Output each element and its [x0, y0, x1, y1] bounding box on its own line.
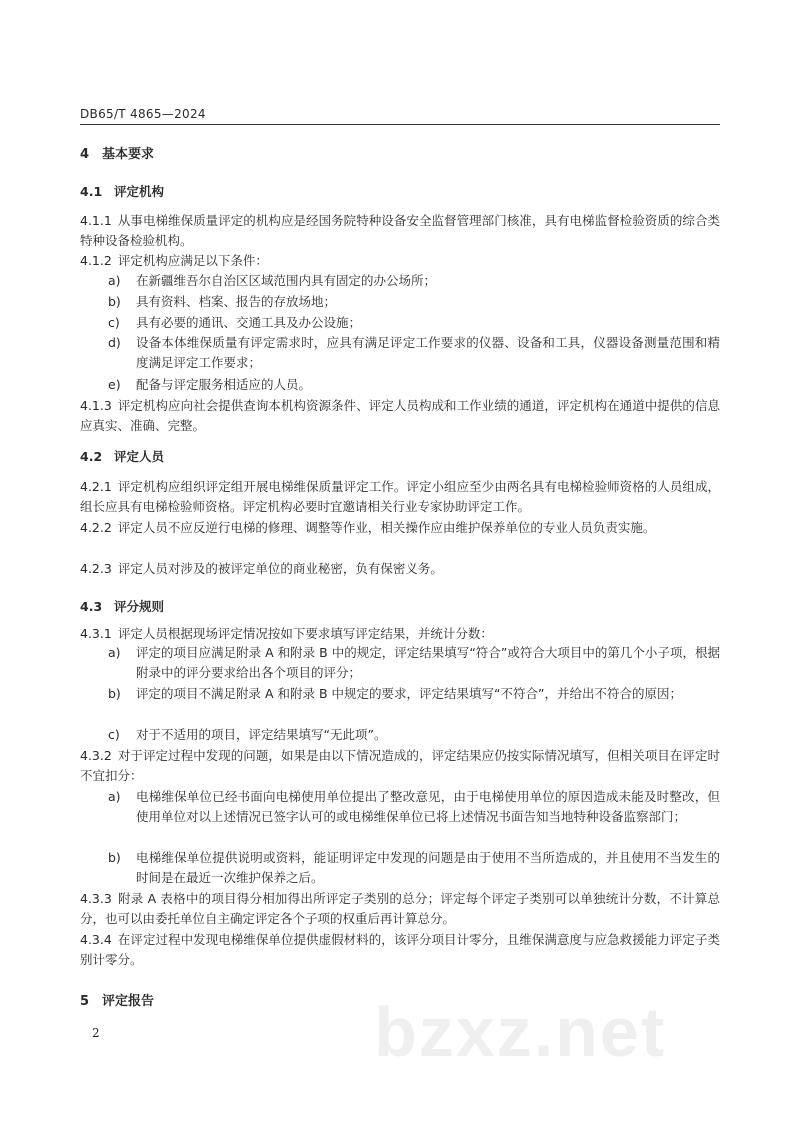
- list-label: b): [108, 294, 121, 309]
- list-item: [108, 848, 720, 888]
- clause-number: 4.3.4: [80, 932, 112, 947]
- section-title: 评定机构: [114, 184, 165, 199]
- clause-text: 从事电梯维保质量评定的机构应是经国务院特种设备安全监督管理部门核准，具有电梯监督检验资质的综合类特种设备检验机构。: [80, 213, 720, 248]
- clause-number: 4.3.1: [80, 626, 112, 641]
- list-label: c): [108, 315, 120, 330]
- clause-number: 4.1.3: [80, 398, 112, 413]
- clause-text: 评定机构应组织评定组开展电梯维保质量评定工作。评定小组应至少由两名具有电梯检验师资格的人员组成，组长应具有电梯检验师资格。评定机构必要时宜邀请相关行业专家协助评定工作。: [80, 479, 720, 514]
- clause-number: 4.1.1: [80, 213, 112, 228]
- list-item: [108, 725, 720, 745]
- section-number: 4.3: [80, 599, 103, 614]
- clause-number: 4.3.2: [80, 748, 112, 763]
- clause-text: 在评定过程中发现电梯维保单位提供虚假材料的，该评分项目计零分，且维保满意度与应急救援能力评定子类别计零分。: [80, 932, 720, 967]
- section-5-heading: [80, 990, 154, 1009]
- clause-4-1-3: [80, 396, 720, 436]
- clause-4-3-2: [80, 746, 720, 786]
- list-item: [108, 375, 720, 395]
- list-label: a): [108, 273, 121, 288]
- list-text: 配备与评定服务相适应的人员。: [136, 377, 312, 392]
- clause-4-1-2: [80, 251, 720, 271]
- section-title: 评定报告: [102, 994, 155, 1009]
- list-text: 对于不适用的项目，评定结果填写“无此项”。: [136, 727, 387, 742]
- list-label: b): [108, 686, 121, 701]
- list-item: [108, 333, 720, 373]
- list-label: a): [108, 645, 121, 660]
- clause-4-3-3: [80, 889, 720, 929]
- clause-text: 评定人员根据现场评定情况按如下要求填写评定结果，并统计分数：: [117, 626, 493, 641]
- list-text: 具有必要的通讯、交通工具及办公设施；: [136, 315, 362, 330]
- clause-4-2-1: [80, 477, 720, 517]
- clause-text: 评定人员对涉及的被评定单位的商业秘密，负有保密义务。: [117, 561, 443, 576]
- section-4-2-heading: [80, 447, 164, 465]
- header-rule: [80, 124, 720, 125]
- list-item: [108, 271, 720, 291]
- section-4-heading: [80, 143, 154, 162]
- clause-4-1-1: [80, 211, 720, 251]
- clause-number: 4.2.1: [80, 479, 112, 494]
- clause-text: 评定机构应满足以下条件：: [117, 253, 268, 268]
- list-label: d): [108, 335, 121, 350]
- list-text: 电梯维保单位已经书面向电梯使用单位提出了整改意见，由于电梯使用单位的原因造成未能及时整改，但使用单位对以上述情况已签字认可的或电梯维保单位已将上述情况书面告知当地特种设备监察部门；: [136, 789, 720, 824]
- clause-4-2-3: [80, 559, 720, 579]
- page-number: 2: [92, 1026, 100, 1040]
- list-text: 在新疆维吾尔自治区区域范围内具有固定的办公场所；: [136, 273, 437, 288]
- clause-text: 对于评定过程中发现的问题，如果是由以下情况造成的，评定结果应仍按实际情况填写，但相关项目在评定时不宜扣分：: [80, 748, 720, 783]
- list-text: 评定的项目应满足附录 A 和附录 B 中的规定，评定结果填写“符合”或符合大项目中的第几个小子项，根据附录中的评分要求给出各个项目的评分；: [136, 645, 720, 680]
- clause-number: 4.3.3: [80, 891, 112, 906]
- clause-number: 4.2.2: [80, 520, 112, 535]
- clause-4-3-1: [80, 624, 720, 644]
- section-number: 5: [80, 994, 90, 1009]
- watermark: bzxz.net: [374, 993, 667, 1071]
- list-text: 电梯维保单位提供说明或资料，能证明评定中发现的问题是由于使用不当所造成的，并且使用不当发生的时间是在最近一次维护保养之后。: [136, 850, 720, 885]
- clause-number: 4.1.2: [80, 253, 112, 268]
- list-item: [108, 684, 720, 704]
- clause-text: 评定人员不应反逆行电梯的修理、调整等作业，相关操作应由维护保养单位的专业人员负责实施。: [117, 520, 656, 535]
- clause-4-2-2: [80, 518, 720, 538]
- section-number: 4.2: [80, 449, 103, 464]
- section-4-3-heading: [80, 597, 164, 615]
- document-code: DB65/T 4865—2024: [80, 107, 206, 121]
- list-label: a): [108, 789, 121, 804]
- list-label: c): [108, 727, 120, 742]
- list-item: [108, 292, 720, 312]
- list-item: [108, 787, 720, 827]
- section-number: 4: [80, 147, 90, 162]
- section-title: 评定人员: [114, 449, 165, 464]
- section-number: 4.1: [80, 184, 103, 199]
- list-text: 评定的项目不满足附录 A 和附录 B 中规定的要求，评定结果填写“不符合”，并给出不符合的原因；: [136, 686, 682, 701]
- list-text: 具有资料、档案、报告的存放场地；: [136, 294, 337, 309]
- clause-number: 4.2.3: [80, 561, 112, 576]
- list-text: 设备本体维保质量有评定需求时，应具有满足评定工作要求的仪器、设备和工具，仪器设备测量范围和精度满足评定工作要求；: [136, 335, 720, 370]
- clause-4-3-4: [80, 930, 720, 970]
- clause-text: 评定机构应向社会提供查询本机构资源条件、评定人员构成和工作业绩的通道，评定机构在通道中提供的信息应真实、准确、完整。: [80, 398, 720, 433]
- list-item: [108, 313, 720, 333]
- list-label: e): [108, 377, 121, 392]
- clause-text: 附录 A 表格中的项目得分相加得出所评定子类别的总分；评定每个评定子类别可以单独统计分数，不计算总分，也可以由委托单位自主确定评定各个子项的权重后再计算总分。: [80, 891, 720, 926]
- list-item: [108, 643, 720, 683]
- section-title: 基本要求: [102, 147, 155, 162]
- section-title: 评分规则: [114, 599, 165, 614]
- list-label: b): [108, 850, 121, 865]
- section-4-1-heading: [80, 182, 164, 200]
